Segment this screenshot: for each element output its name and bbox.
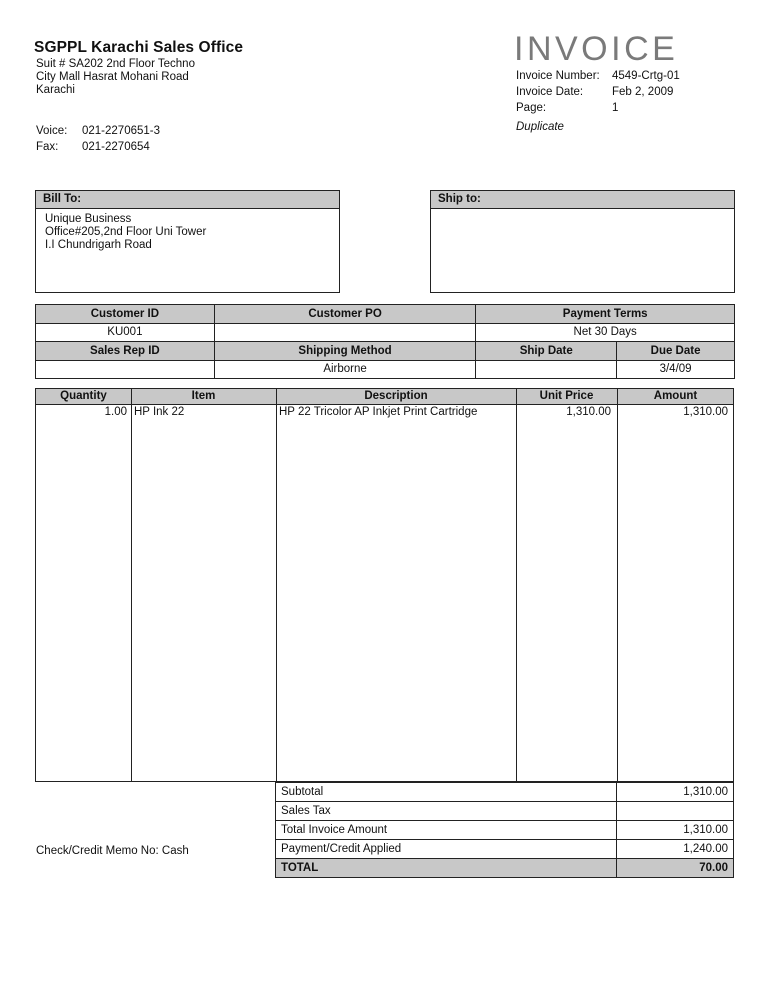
customer-po: [214, 323, 476, 342]
fax-number: 021-2270654: [82, 140, 150, 153]
page-number: 1: [612, 102, 619, 115]
ship-to-label: Ship to:: [431, 191, 734, 209]
subtotal-value: 1,310.00: [617, 783, 734, 802]
shipping-method: Airborne: [214, 360, 476, 379]
total-value: 70.00: [617, 859, 734, 878]
invoice-number-label: Invoice Number:: [516, 70, 600, 82]
company-address: [36, 58, 195, 96]
total-invoice-label: Total Invoice Amount: [276, 821, 617, 840]
row-item: HP Ink 22: [134, 406, 185, 418]
ship-to-box: [430, 190, 735, 293]
copy-note: Duplicate: [516, 121, 564, 133]
address-line: Karachi: [36, 83, 75, 96]
sales-rep: [36, 360, 215, 379]
row-quantity: 1.00: [104, 406, 127, 418]
column-divider: [617, 389, 618, 781]
column-divider: [516, 389, 517, 781]
payment-value: 1,240.00: [617, 840, 734, 859]
sales-tax-label: Sales Tax: [276, 802, 617, 821]
invoice-number: 4549-Crtg-01: [612, 70, 680, 82]
quantity-header: Quantity: [60, 390, 107, 402]
address-line: City Mall Hasrat Mohani Road: [36, 70, 189, 83]
ship-date-header: Ship Date: [476, 342, 617, 361]
page-label: Page:: [516, 102, 547, 115]
invoice-date: Feb 2, 2009: [612, 86, 674, 99]
invoice-meta: [516, 68, 680, 117]
bill-to-label: Bill To:: [36, 191, 339, 209]
column-divider: [276, 389, 277, 781]
line-items-table: [35, 388, 734, 782]
invoice-date-label: Invoice Date:: [516, 86, 584, 99]
unit-price-header: Unit Price: [539, 390, 594, 402]
shipping-method-header: Shipping Method: [214, 342, 476, 361]
company-contact: [36, 124, 160, 155]
ship-date: [476, 360, 617, 379]
voice-label: Voice:: [36, 125, 68, 137]
customer-id: KU001: [36, 323, 215, 342]
subtotal-label: Subtotal: [276, 783, 617, 802]
customer-info-table: [35, 304, 735, 379]
credit-memo-note: Check/Credit Memo No: Cash: [36, 845, 189, 857]
voice-number: 021-2270651-3: [82, 125, 161, 137]
row-unit-price: 1,310.00: [566, 406, 611, 418]
invoice-title: INVOICE: [514, 30, 679, 68]
sales-tax-value: [617, 802, 734, 821]
due-date: 3/4/09: [617, 360, 735, 379]
customer-po-header: Customer PO: [214, 305, 476, 324]
bill-to-box: [35, 190, 340, 293]
due-date-header: Due Date: [617, 342, 735, 361]
total-invoice-value: 1,310.00: [617, 821, 734, 840]
item-header: Item: [191, 390, 216, 402]
sales-rep-header: Sales Rep ID: [36, 342, 215, 361]
row-amount: 1,310.00: [683, 406, 728, 418]
bill-to-address: [36, 209, 339, 255]
payment-label: Payment/Credit Applied: [276, 840, 617, 859]
customer-id-header: Customer ID: [36, 305, 215, 324]
company-name: SGPPL Karachi Sales Office: [34, 39, 244, 56]
column-divider: [131, 389, 132, 781]
description-header: Description: [364, 390, 428, 402]
address-line: Suit # SA202 2nd Floor Techno: [36, 58, 195, 70]
amount-header: Amount: [653, 390, 698, 402]
bill-to-line: Unique Business: [45, 213, 132, 225]
row-description: HP 22 Tricolor AP Inkjet Print Cartridge: [279, 406, 478, 418]
totals-table: [275, 782, 734, 878]
payment-terms: Net 30 Days: [476, 323, 735, 342]
fax-label: Fax:: [36, 140, 59, 153]
total-label: TOTAL: [276, 859, 617, 878]
payment-terms-header: Payment Terms: [476, 305, 735, 324]
bill-to-line: I.I Chundrigarh Road: [45, 238, 152, 251]
bill-to-line: Office#205,2nd Floor Uni Tower: [45, 225, 207, 238]
